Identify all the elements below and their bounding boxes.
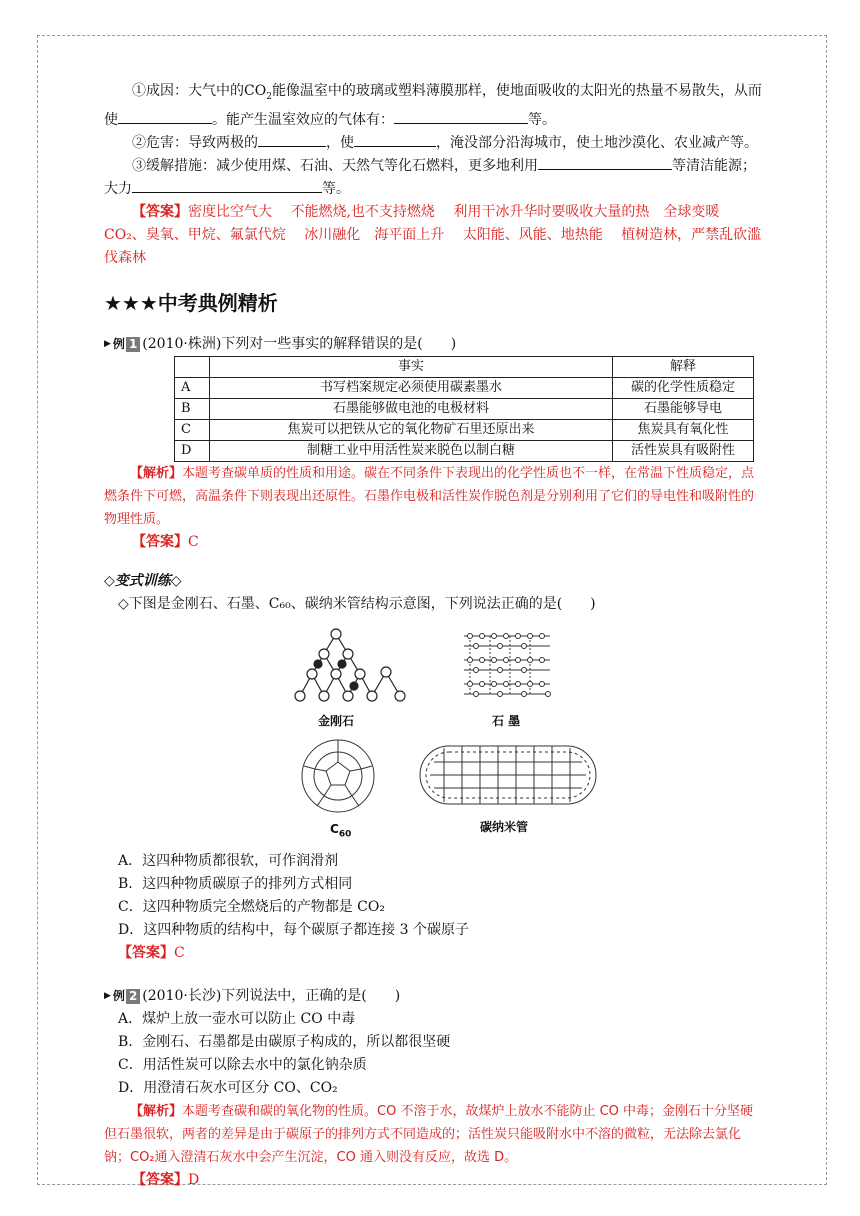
variant-option-a: A．这四种物质都很软，可作润滑剂 (118, 852, 339, 869)
facts-table (174, 356, 754, 462)
example-1-heading (104, 333, 764, 356)
nanotube-structure-icon (420, 746, 596, 804)
example-2-analysis: 【解析】本题考查碳和碳的氧化物的性质。CO 不溶于水，故煤炉上放水不能防止 CO 中毒；金刚石十分坚硬但石墨很软，两者的差异是由于碳原子的排列方式不同造成的；活性炭只能吸附水中不溶的微粒，无法除去氯化钠；CO₂通入澄清石灰水中会产生沉淀，CO 通入则没有反应，故选 D。 (104, 1103, 754, 1165)
example-1-analysis: 【解析】本题考查碳单质的性质和用途。碳在不同条件下表现出的化学性质也不一样，在常温下性质稳定，点燃条件下可燃，高温条件下则表现出还原性。石墨作电极和活性炭作脱色剂是分别利用了它们的导电性和吸附性的物理性质。 (104, 465, 755, 527)
example-1-answer: 【答案】C (132, 533, 199, 550)
example-2-heading (104, 985, 764, 1008)
blank-field (538, 155, 672, 170)
example-1-question: (2010·株洲)下列对一些事实的解释错误的是( ) (142, 335, 457, 352)
example-2-option-c: C．用活性炭可以除去水中的氯化钠杂质 (118, 1056, 367, 1073)
variant-question: ◇下图是金刚石、石墨、C₆₀、碳纳米管结构示意图，下列说法正确的是( ) (118, 595, 596, 612)
section-title: ★★★中考典例精析 (104, 290, 278, 315)
caption-graphite: 石 墨 (492, 713, 521, 728)
blank-field (258, 132, 326, 147)
greenhouse-harm: ②危害：导致两极的 ，使 ，淹没部分沿海城市，使土地沙漠化、农业减产等。 (104, 132, 764, 155)
table-header-row: 事实 解释 (175, 356, 754, 377)
greenhouse-cause: ①成因：大气中的$CO_2$能像温室中的玻璃或塑料薄膜那样，使地面吸收的太阳光的热量不易散失，从而使 。能产生温室效应的气体有： 等。 (104, 83, 762, 128)
blank-field (132, 178, 322, 193)
graphite-structure-icon (464, 633, 551, 696)
variant-option-c: C．这四种物质完全燃烧后的产物都是 CO₂ (118, 898, 385, 915)
structures-svg (294, 624, 634, 844)
blank-field (394, 109, 528, 124)
example-2-question: (2010·长沙)下列说法中，正确的是( ) (142, 987, 401, 1004)
caption-c60: $C_{60}$ (330, 821, 352, 840)
triangle-icon: ▶ (104, 990, 111, 1001)
answer-block-1: 【答案】密度比空气大 不能燃烧,也不支持燃烧 利用干冰升华时要吸收大量的热 全球变暖 CO₂、臭氧、甲烷、氟氯代烷 冰川融化 海平面上升 太阳能、风能、地热能 植树造林，严禁乱砍滥伐森林 (104, 203, 762, 266)
table-row: D 制糖工业中用活性炭来脱色以制白糖 活性炭具有吸附性 (175, 440, 754, 461)
example-2-option-b: B．金刚石、石墨都是由碳原子构成的，所以都很坚硬 (118, 1033, 451, 1050)
example-badge: ▶ 例 1 (104, 333, 140, 356)
variant-answer: 【答案】C (118, 944, 185, 961)
table-row: C 焦炭可以把铁从它的氧化物矿石里还原出来 焦炭具有氧化性 (175, 419, 754, 440)
blank-field (118, 109, 212, 124)
caption-diamond: 金刚石 (318, 713, 355, 728)
variant-title: ◇变式训练◇ (104, 572, 182, 589)
c60-structure-icon (302, 740, 374, 812)
triangle-icon: ▶ (104, 338, 111, 349)
example-badge: ▶ 例 2 (104, 985, 140, 1008)
table-row: A 书写档案规定必须使用碳素墨水 碳的化学性质稳定 (175, 377, 754, 398)
carbon-structures-figure (294, 624, 634, 844)
example-2-option-d: D．用澄清石灰水可区分 CO、CO₂ (118, 1079, 338, 1096)
table-row: B 石墨能够做电池的电极材料 石墨能够导电 (175, 398, 754, 419)
diamond-structure-icon (295, 629, 405, 701)
example-2-answer: 【答案】D (132, 1171, 200, 1188)
example-2-option-a: A．煤炉上放一壶水可以防止 CO 中毒 (118, 1010, 356, 1027)
variant-option-d: D．这四种物质的结构中，每个碳原子都连接 3 个碳原子 (118, 921, 470, 938)
blank-field (354, 132, 436, 147)
caption-nanotube: 碳纳米管 (480, 819, 529, 834)
document-body (104, 80, 764, 1192)
variant-option-b: B．这四种物质碳原子的排列方式相同 (118, 875, 353, 892)
greenhouse-measures: ③缓解措施：减少使用煤、石油、天然气等化石燃料，更多地利用 等清洁能源；大力 等。 (104, 155, 764, 201)
